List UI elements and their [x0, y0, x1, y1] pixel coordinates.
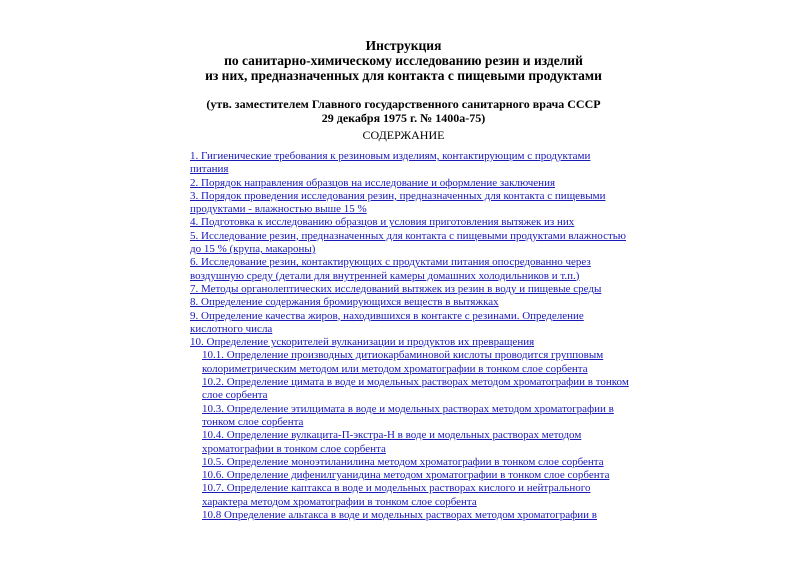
toc-link-10-7[interactable]: 10.7. Определение каптакса в воде и модельных растворах кислого и нейтрального характера методом хроматографии в тонком слое сорбента: [202, 482, 591, 508]
table-of-contents: [190, 150, 630, 522]
toc-subitem: [190, 509, 630, 522]
toc-item: [190, 177, 630, 190]
toc-item: [190, 190, 630, 217]
toc-item: [190, 256, 630, 283]
toc-link-2[interactable]: 2. Порядок направления образцов на исследование и оформление заключения: [190, 176, 556, 189]
toc-link-8[interactable]: 8. Определение содержания бромирующихся веществ в вытяжках: [190, 296, 499, 309]
title-line: из них, предназначенных для контакта с пищевыми продуктами: [205, 68, 602, 83]
toc-link-10-4[interactable]: 10.4. Определение вулкацита-П-экстра-Н в воде и модельных растворах методом хроматографии в тонком слое сорбента: [202, 429, 582, 455]
toc-subitem: [190, 376, 630, 403]
toc-item: [190, 296, 630, 309]
toc-subitem: [190, 429, 630, 456]
toc-link-3[interactable]: 3. Порядок проведения исследования резин, предназначенных для контакта с пищевыми продуктами - влажностью выше 15 %: [190, 189, 606, 216]
document-title: [0, 38, 807, 83]
toc-subitem: [190, 482, 630, 509]
title-line: Инструкция: [365, 38, 442, 53]
toc-link-10-2[interactable]: 10.2. Определение цимата в воде и модельных растворах методом хроматографии в тонком слое сорбента: [202, 376, 629, 402]
toc-item: [190, 150, 630, 177]
toc-subitem: [190, 349, 630, 376]
toc-link-4[interactable]: 4. Подготовка к исследованию образцов и условия приготовления вытяжек из них: [190, 216, 575, 229]
toc-link-10[interactable]: 10. Определение ускорителей вулканизации и продуктов их превращения: [190, 336, 535, 349]
toc-link-10-1[interactable]: 10.1. Определение производных дитиокарбаминовой кислоты проводится групповым колориметрическим методом или методом хроматографии в тонком слое сорбента: [202, 349, 604, 375]
toc-link-5[interactable]: 5. Исследование резин, предназначенных для контакта с пищевыми продуктами влажностью до 15 % (крупа, макароны): [190, 229, 626, 256]
toc-item: [190, 336, 630, 349]
approval-line: 29 декабря 1975 г. № 1400а-75): [321, 111, 486, 125]
contents-heading: СОДЕРЖАНИЕ: [362, 128, 445, 142]
toc-link-1[interactable]: 1. Гигиенические требования к резиновым изделиям, контактирующим с продуктами питания: [190, 150, 591, 176]
toc-link-10-8[interactable]: 10.8 Определение альтакса в воде и модельных растворах методом хроматографии в: [202, 509, 597, 522]
toc-subitem: [190, 469, 630, 482]
toc-link-10-5[interactable]: 10.5. Определение моноэтиланилина методом хроматографии в тонком слое сорбента: [202, 455, 604, 468]
approval-note: [0, 97, 807, 125]
toc-subitem: [190, 456, 630, 469]
toc-item: [190, 283, 630, 296]
toc-link-6[interactable]: 6. Исследование резин, контактирующих с продуктами питания опосредованно через воздушную среду (детали для внутренней камеры домашних холодильников и т.п.): [190, 256, 591, 282]
toc-link-10-6[interactable]: 10.6. Определение дифенилгуанидина методом хроматографии в тонком слое сорбента: [202, 469, 610, 482]
toc-item: [190, 230, 630, 257]
toc-item: [190, 310, 630, 337]
approval-line: (утв. заместителем Главного государственного санитарного врача СССР: [206, 97, 601, 111]
toc-link-10-3[interactable]: 10.3. Определение этилцимата в воде и модельных растворах методом хроматографии в тонком слое сорбента: [202, 402, 614, 428]
toc-link-7[interactable]: 7. Методы органолептических исследований вытяжек из резин в воду и пищевые среды: [190, 282, 602, 295]
toc-subitem: [190, 403, 630, 430]
toc-link-9[interactable]: 9. Определение качества жиров, находившихся в контакте с резинами. Определение кислотного числа: [190, 309, 584, 335]
toc-item: [190, 216, 630, 229]
title-line: по санитарно-химическому исследованию резин и изделий: [224, 53, 583, 68]
